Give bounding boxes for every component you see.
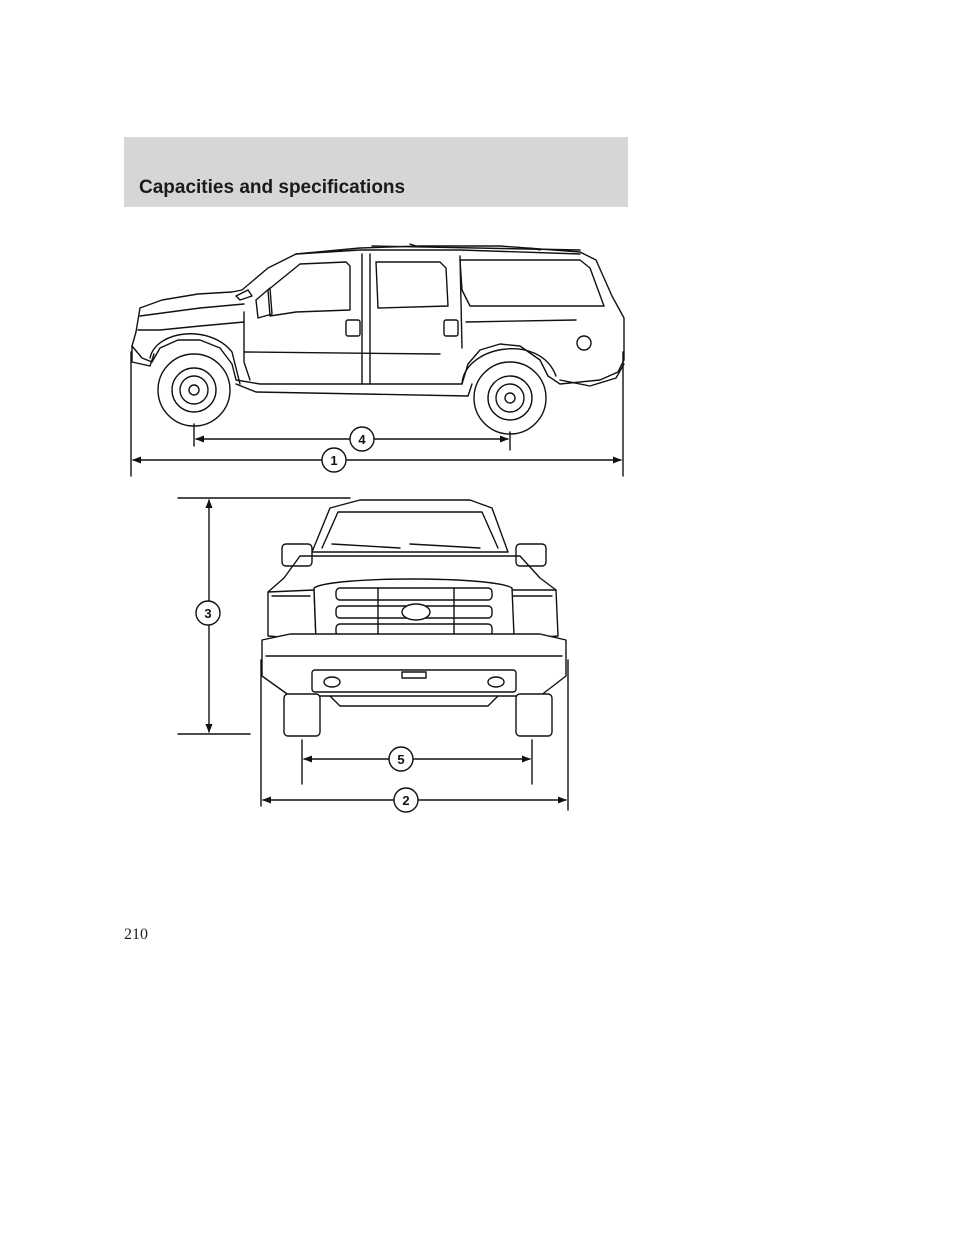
callout-5-label: 5 xyxy=(397,752,405,767)
callout-4 xyxy=(350,427,374,451)
front-view-vehicle xyxy=(262,500,566,736)
callout-2 xyxy=(394,788,418,812)
callout-3-label: 3 xyxy=(204,606,212,621)
callout-3 xyxy=(196,601,220,625)
callout-4-label: 4 xyxy=(358,432,366,447)
callout-5 xyxy=(389,747,413,771)
callout-2-label: 2 xyxy=(402,793,410,808)
callout-1 xyxy=(322,448,346,472)
section-title: Capacities and specifications xyxy=(139,177,406,198)
page-number: 210 xyxy=(124,926,148,943)
callout-1-label: 1 xyxy=(330,453,338,468)
side-view-vehicle xyxy=(132,244,624,434)
